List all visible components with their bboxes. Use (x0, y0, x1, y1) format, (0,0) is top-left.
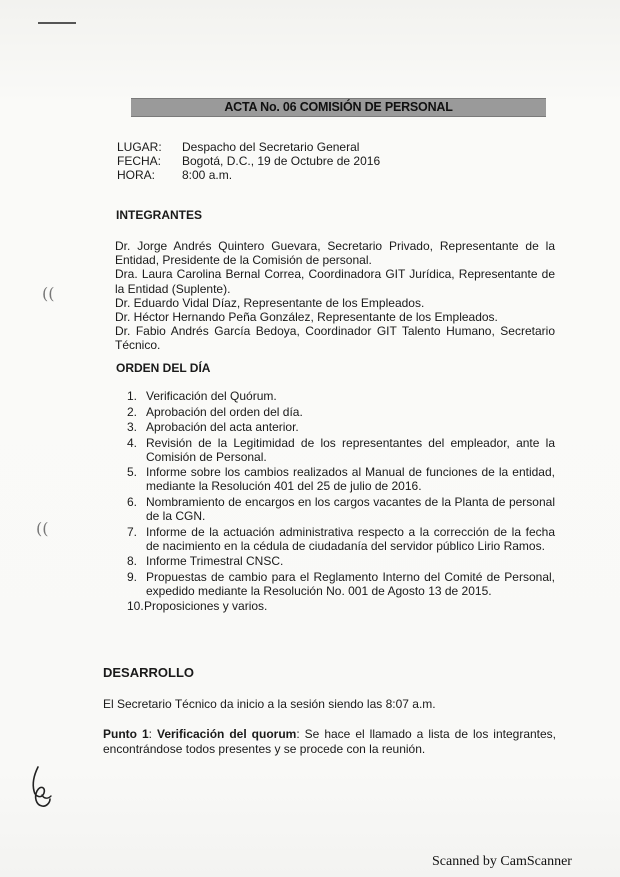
agenda-text: Verificación del Quórum. (146, 389, 277, 403)
meta-value: Bogotá, D.C., 19 de Octubre de 2016 (182, 154, 381, 168)
binder-hole-mark: (( (42, 284, 55, 303)
agenda-list (127, 389, 555, 615)
agenda-text: Nombramiento de encargos en los cargos vacantes de la Planta de personal de la CGN. (146, 494, 555, 523)
meta-label: FECHA: (117, 154, 162, 168)
session-intro: El Secretario Técnico da inicio a la sesión siendo las 8:07 a.m. (103, 697, 436, 711)
meta-row-hora (117, 168, 380, 182)
meta-value: Despacho del Secretario General (182, 140, 360, 154)
member-entry: Dr. Héctor Hernando Peña González, Representante de los Empleados. (115, 310, 498, 325)
agenda-number: 6. (127, 494, 138, 509)
meta-label: HORA: (117, 168, 156, 182)
agenda-item (127, 405, 555, 419)
agenda-text: Propuestas de cambio para el Reglamento Interno del Comité de Personal, expedido mediante la Resolución No. 001 de Agosto 13 de 2015. (146, 569, 555, 598)
agenda-item (127, 420, 555, 434)
members-list (115, 239, 555, 353)
punto-1-label: Punto 1 (103, 727, 149, 741)
meta-row-fecha (117, 154, 380, 168)
agenda-text: Proposiciones y varios. (144, 599, 268, 614)
member-entry: Dr. Eduardo Vidal Díaz, Representante de los Empleados. (115, 295, 425, 310)
agenda-text: Informe de la actuación administrativa respecto a la corrección de la fecha de nacimiento en la cédula de ciudadanía del servidor público Lirio Ramos. (146, 524, 555, 553)
agenda-text: Aprobación del orden del día. (146, 404, 303, 419)
punto-1-paragraph (103, 727, 556, 757)
scanner-watermark: Scanned by CamScanner (432, 854, 572, 869)
meeting-details (117, 140, 380, 182)
desarrollo-heading: DESARROLLO (103, 665, 194, 680)
agenda-item (127, 389, 555, 403)
meta-value: 8:00 a.m. (182, 168, 233, 182)
integrantes-heading: INTEGRANTES (116, 208, 203, 222)
binder-hole-mark: (( (36, 519, 49, 538)
agenda-number: 9. (127, 569, 138, 584)
agenda-number: 5. (127, 465, 138, 480)
agenda-text: Aprobación del acta anterior. (146, 420, 299, 435)
agenda-number: 7. (127, 524, 138, 539)
agenda-item (127, 525, 555, 553)
agenda-number: 3. (127, 420, 138, 435)
agenda-text: Informe Trimestral CNSC. (146, 554, 284, 569)
agenda-number: 10. (127, 599, 144, 614)
member-entry: Dr. Jorge Andrés Quintero Guevara, Secretario Privado, Representante de la Entidad, Presidente de la Comisión de personal. (115, 239, 555, 268)
member-entry: Dr. Fabio Andrés García Bedoya, Coordinador GIT Talento Humano, Secretario Técnico. (115, 324, 555, 353)
agenda-item (127, 436, 555, 464)
agenda-number: 2. (127, 404, 138, 419)
agenda-item (127, 599, 555, 613)
handwritten-initials-signature (28, 765, 54, 809)
punto-1-text: : Se hace el llamado a lista de los integrantes, encontrándose todos presentes y se procede con la reunión. (103, 727, 557, 756)
scan-artifact-mark (38, 22, 76, 24)
agenda-number: 4. (127, 435, 138, 450)
punto-1-title: Verificación del quorum (156, 727, 297, 741)
member-entry: Dra. Laura Carolina Bernal Correa, Coordinadora GIT Jurídica, Representante de la Entidad (Suplente). (115, 267, 555, 296)
agenda-item (127, 570, 555, 598)
agenda-text: Informe sobre los cambios realizados al Manual de funciones de la entidad, mediante la Resolución 401 del 25 de julio de 2016. (146, 465, 555, 494)
agenda-number: 1. (127, 389, 138, 403)
meta-label: LUGAR: (117, 140, 162, 154)
title-banner (131, 98, 546, 117)
agenda-item (127, 495, 555, 523)
agenda-item (127, 554, 555, 568)
punto-1-sep: : (148, 727, 157, 741)
document-title: ACTA No. 06 COMISIÓN DE PERSONAL (224, 100, 453, 114)
agenda-item (127, 465, 555, 493)
orden-heading: ORDEN DEL DÍA (116, 361, 211, 375)
agenda-number: 8. (127, 554, 138, 569)
meta-row-lugar (117, 140, 380, 154)
agenda-text: Revisión de la Legitimidad de los representantes del empleador, ante la Comisión de Personal. (146, 435, 555, 464)
